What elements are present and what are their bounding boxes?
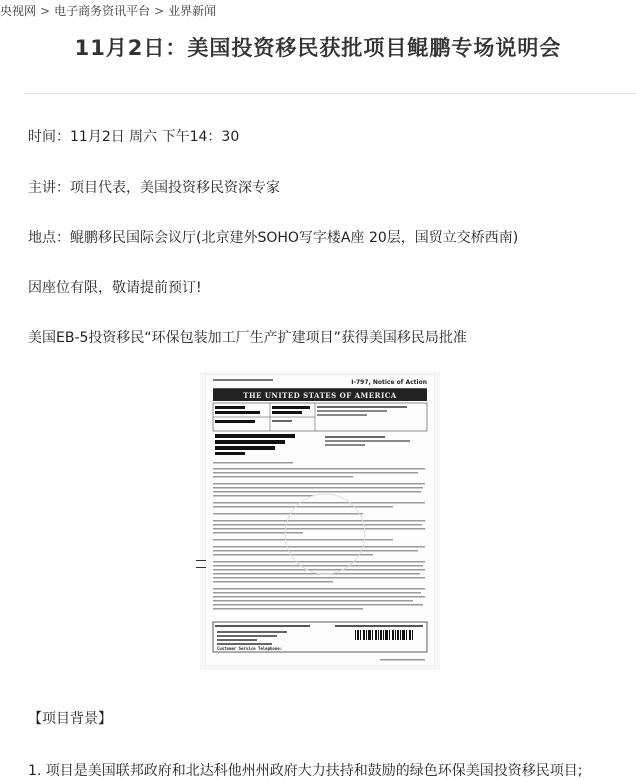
breadcrumb-item-cctv[interactable]: 央视网 bbox=[0, 4, 37, 18]
approval-notice-image bbox=[200, 372, 440, 670]
breadcrumb-item-industry-news[interactable]: 业界新闻 bbox=[168, 4, 217, 18]
form-id-text: I-797, Notice of Action bbox=[351, 379, 427, 386]
breadcrumb bbox=[0, 0, 216, 22]
event-time: 时间：11月2日 周六 下午14：30 bbox=[28, 129, 240, 145]
event-location: 地点：鲲鹏移民国际会议厅(北京建外SOHO写字楼A座 20层，国贸立交桥西南) bbox=[28, 230, 519, 246]
approval-headline: 美国EB-5投资移民“环保包装加工厂生产扩建项目”获得美国移民局批准 bbox=[28, 330, 467, 346]
breadcrumb-separator: > bbox=[154, 4, 165, 18]
i797-document-image bbox=[205, 374, 435, 666]
list-item: 1. 项目是美国联邦政府和北达科他州州政府大力扶持和鼓励的绿色环保美国投资移民项目; bbox=[28, 763, 583, 779]
page-title: 11月2日：美国投资移民获批项目鲲鹏专场说明会 bbox=[74, 36, 562, 60]
breadcrumb-item-ecommerce[interactable]: 电子商务资讯平台 bbox=[54, 4, 151, 18]
image-side-mark bbox=[196, 560, 206, 568]
seating-notice: 因座位有限，敬请提前预订! bbox=[28, 280, 202, 296]
breadcrumb-separator: > bbox=[40, 4, 51, 18]
customer-service-phone-label: Customer Service Telephone: bbox=[217, 646, 283, 651]
banner-text: THE UNITED STATES OF AMERICA bbox=[243, 391, 397, 400]
section-heading-background: 【项目背景】 bbox=[28, 711, 112, 727]
event-speaker: 主讲：项目代表，美国投资移民资深专家 bbox=[28, 180, 280, 196]
title-divider bbox=[24, 93, 636, 94]
